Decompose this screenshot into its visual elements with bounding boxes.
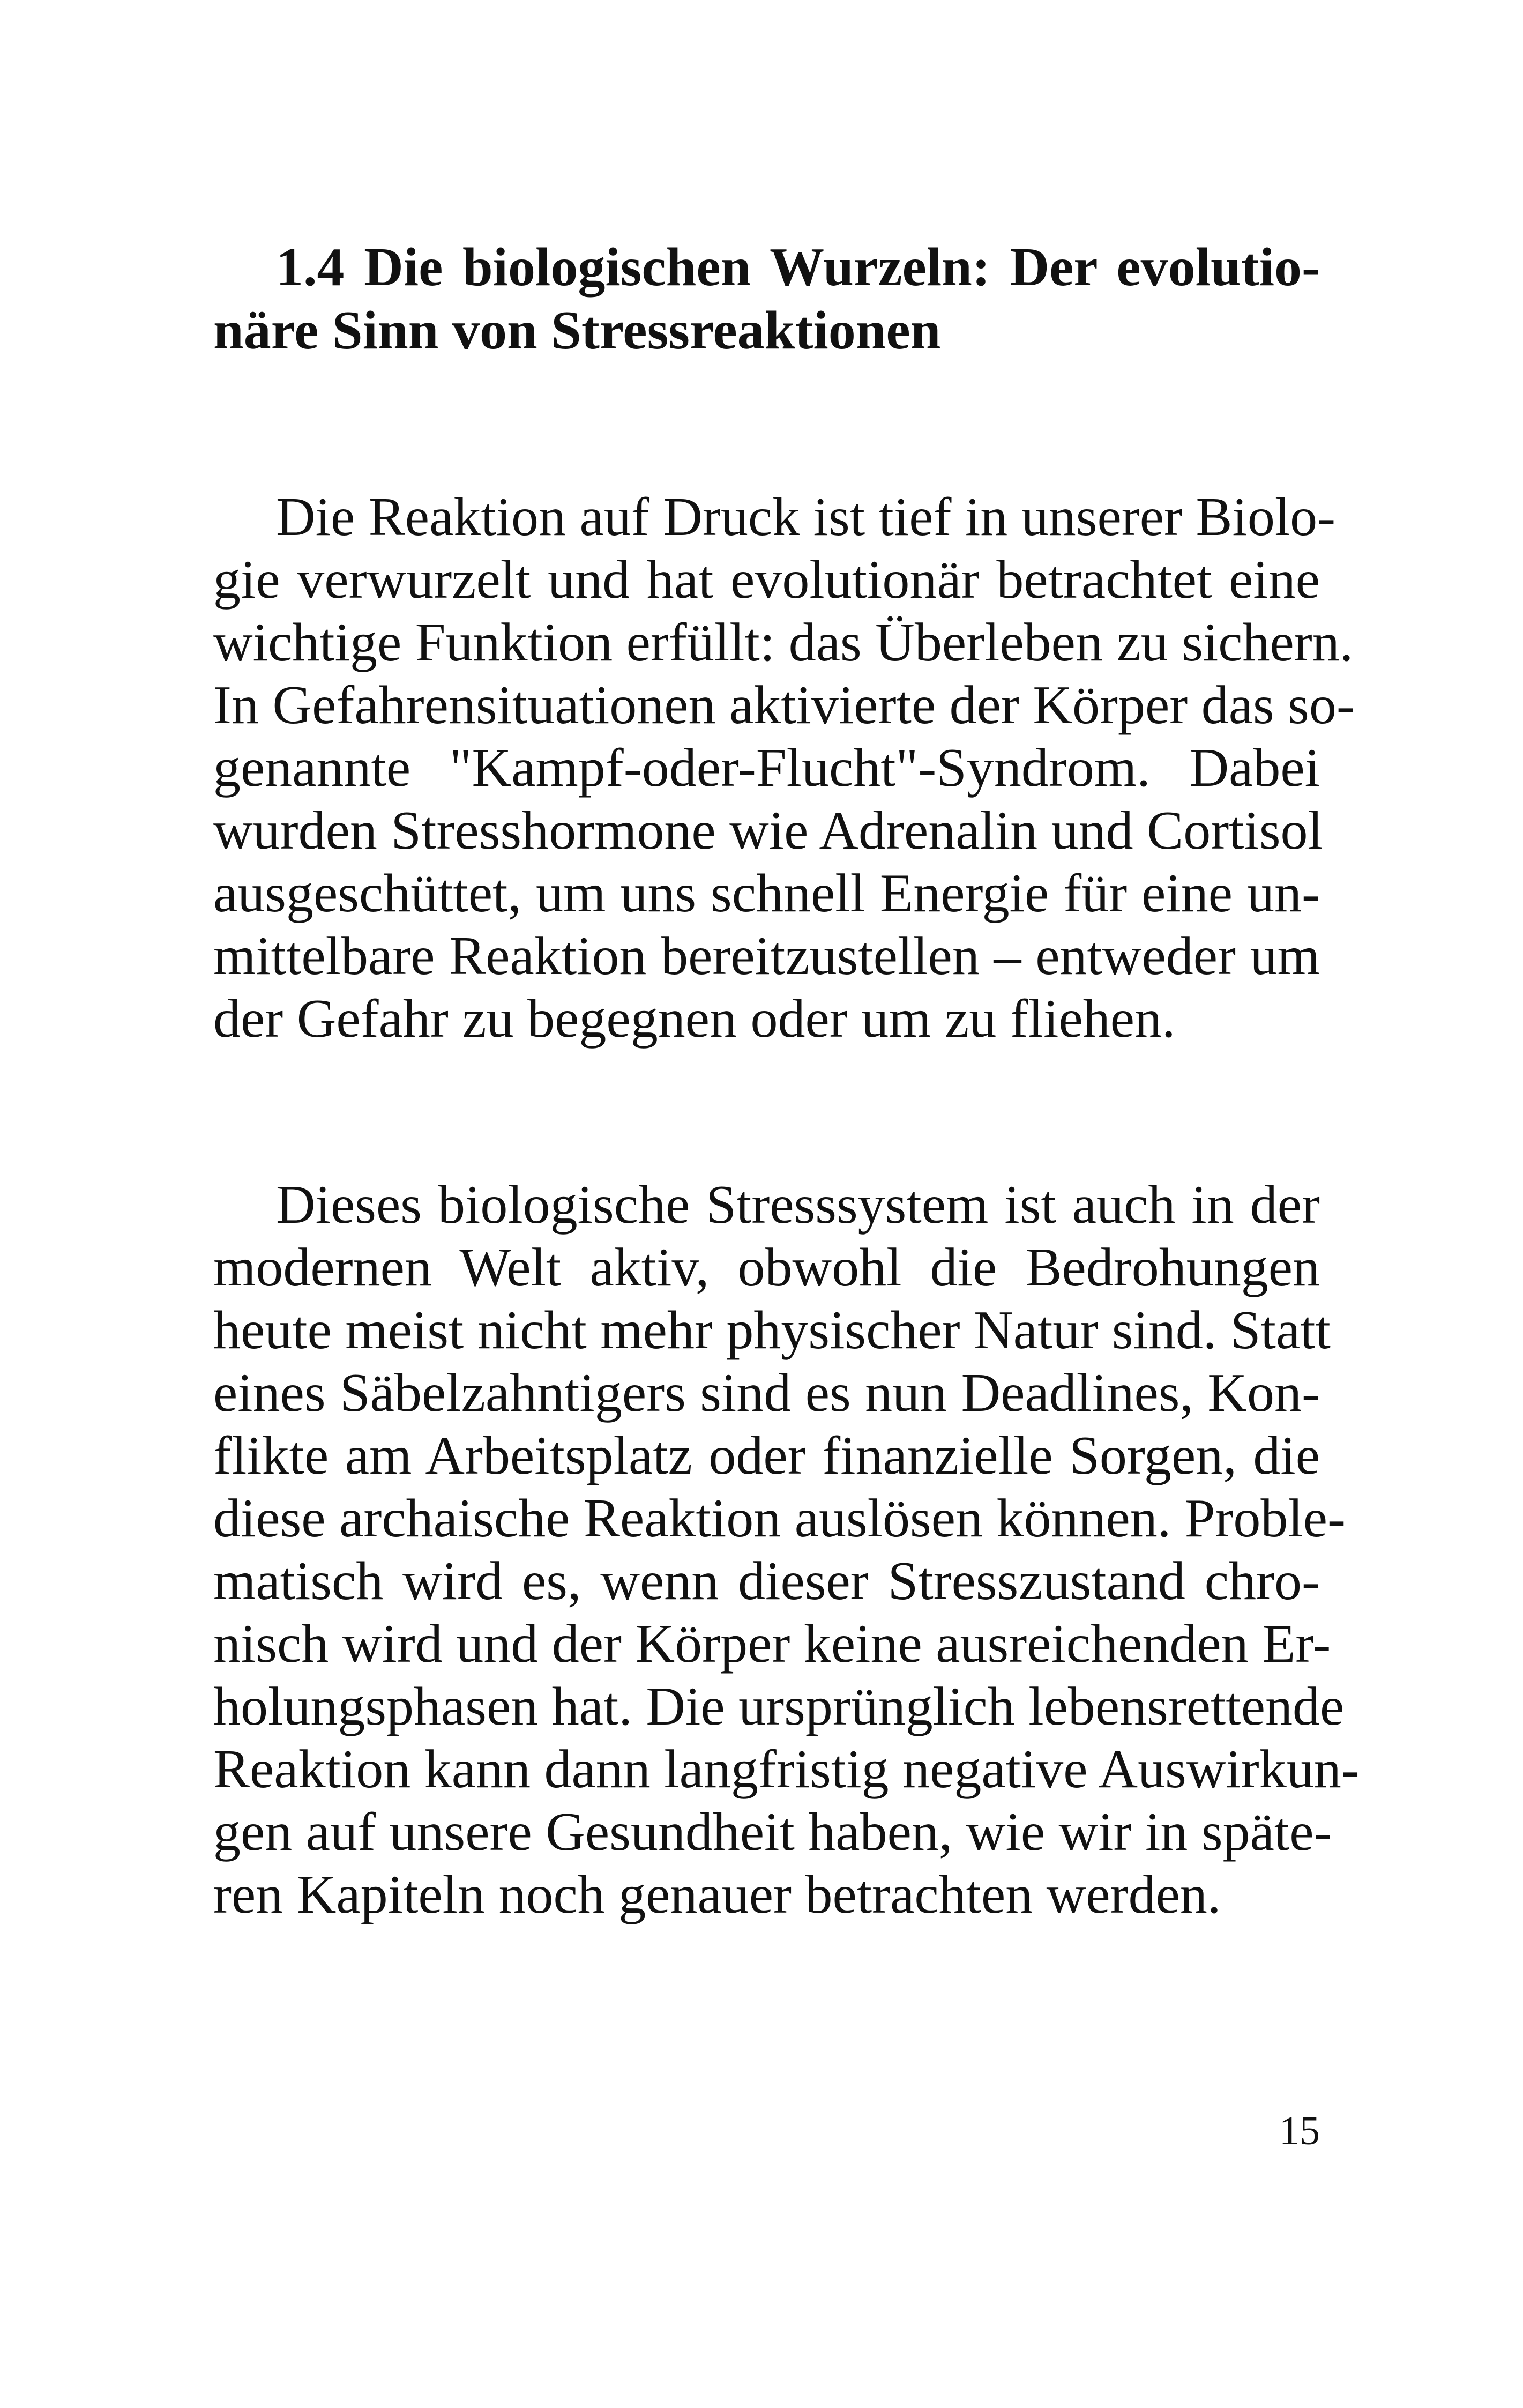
text-line: modernen Welt aktiv, obwohl die Bedrohungen [213, 1237, 1320, 1298]
text-line: genannte "Kampf-oder-Flucht"-Syndrom. Dabei [213, 738, 1320, 798]
text-line: nisch wird und der Körper keine ausreichenden Er- [213, 1614, 1331, 1674]
text-line: wurden Stresshormone wie Adrenalin und Cortisol [213, 800, 1323, 861]
text-block [213, 236, 1360, 1926]
text-line: Reaktion kann dann langfristig negative Auswirkun- [213, 1739, 1360, 1800]
text-line: ausgeschüttet, um uns schnell Energie für eine un- [213, 863, 1320, 924]
text-line: flikte am Arbeitsplatz oder finanzielle Sorgen, die [213, 1425, 1320, 1486]
heading-line: 1.4 Die biologischen Wurzeln: Der evolutio- [276, 237, 1320, 298]
text-line: holungsphasen hat. Die ursprünglich lebensrettende [213, 1676, 1345, 1737]
text-line: der Gefahr zu begegnen oder um zu fliehen. [213, 989, 1176, 1049]
text-line: eines Säbelzahntigers sind es nun Deadlines, Kon- [213, 1363, 1320, 1423]
text-line: Die Reaktion auf Druck ist tief in unserer Biolo- [276, 487, 1336, 547]
text-line: gie verwurzelt und hat evolutionär betrachtet eine [213, 549, 1320, 610]
text-line: ren Kapiteln noch genauer betrachten werden. [213, 1864, 1221, 1925]
text-line: gen auf unsere Gesundheit haben, wie wir in späte- [213, 1802, 1332, 1862]
text-line: heute meist nicht mehr physischer Natur sind. Statt [213, 1300, 1331, 1361]
text-line: diese archaische Reaktion auslösen können. Proble- [213, 1488, 1346, 1549]
text-line: wichtige Funktion erfüllt: das Überleben zu sichern. [213, 612, 1354, 673]
paragraph-2 [213, 1173, 1360, 1926]
section-heading [213, 236, 1320, 362]
paragraph-1 [213, 486, 1355, 1050]
text-line: Dieses biologische Stresssystem ist auch in der [276, 1175, 1320, 1235]
page-number: 15 [1279, 2108, 1320, 2153]
text-line: In Gefahrensituationen aktivierte der Körper das so- [213, 675, 1355, 735]
text-line: matisch wird es, wenn dieser Stresszustand chro- [213, 1551, 1320, 1611]
text-line: mittelbare Reaktion bereitzustellen – entweder um [213, 926, 1320, 986]
heading-line: näre Sinn von Stressreaktionen [213, 300, 941, 361]
